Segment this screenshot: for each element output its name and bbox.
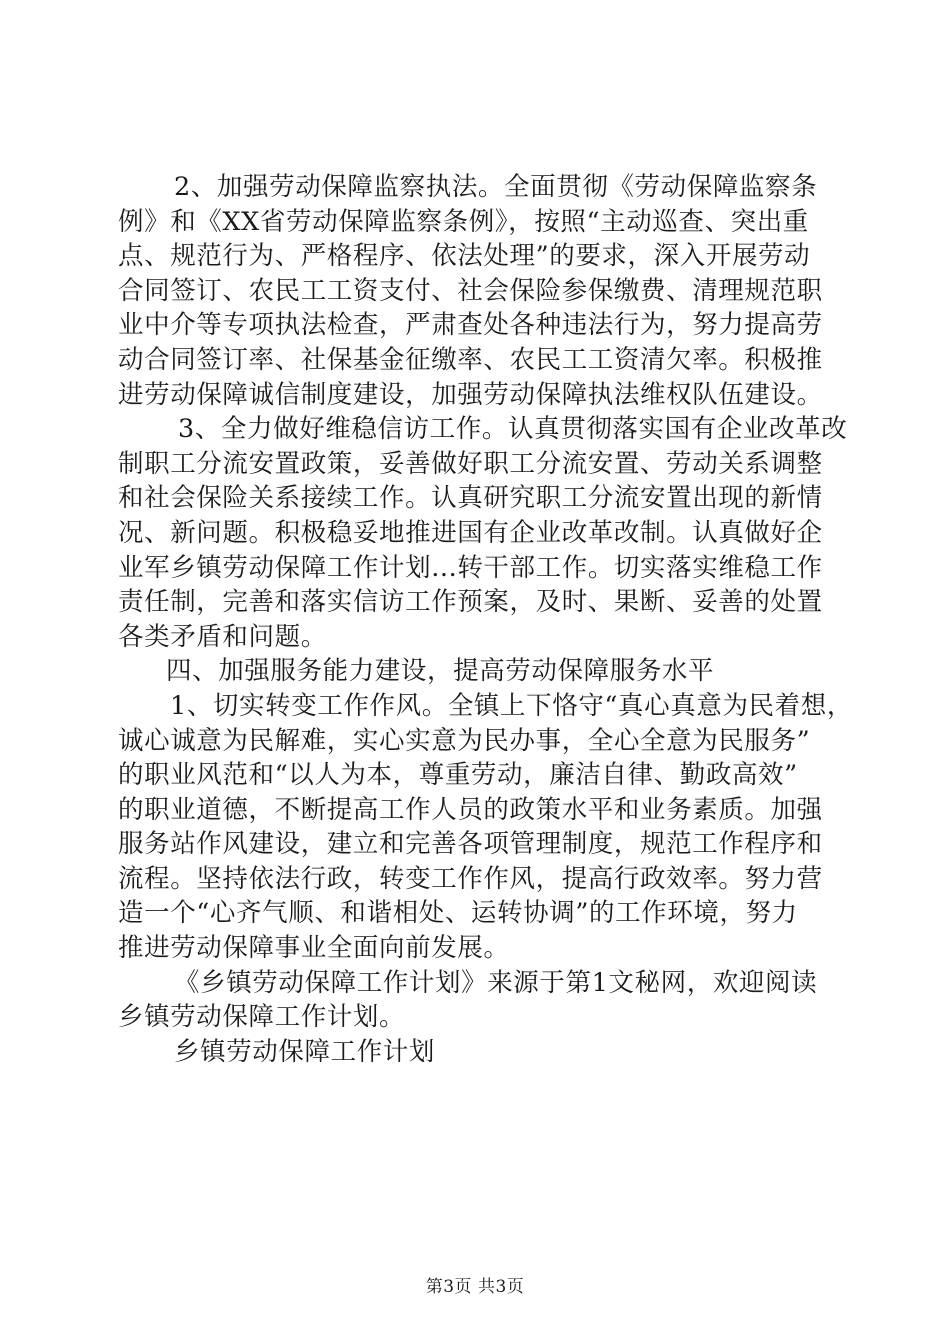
text-line: 动合同签订率、社保基金征缴率、农民工工资清欠率。积极推 xyxy=(118,344,823,375)
document-body xyxy=(118,170,853,1069)
section-heading: 四、加强服务能力建设，提高劳动保障服务水平 xyxy=(166,656,715,687)
text-line: 3、全力做好维稳信访工作。认真贯彻落实国有企业改革改 xyxy=(178,414,848,445)
text-line: 乡镇劳动保障工作计划 xyxy=(174,1036,436,1067)
text-line: 乡镇劳动保障工作计划。 xyxy=(118,1002,406,1033)
text-line: 服务站作风建设，建立和完善各项管理制度，规范工作程序和 xyxy=(118,829,823,860)
text-line: 造一个“心齐气顺、和谐相处、运转协调”的工作环境，努力 xyxy=(118,898,798,929)
text-line: 业中介等专项执法检查，严肃查处各种违法行为，努力提高劳 xyxy=(118,310,823,341)
page-number-footer: 第3页 共3页 xyxy=(425,1277,525,1297)
text-line: 各类矛盾和问题。 xyxy=(118,621,327,652)
text-line: 的职业风范和“以人为本，尊重劳动，廉洁自律、勤政高效” xyxy=(118,760,798,791)
text-line: 业军乡镇劳动保障工作计划...转干部工作。切实落实维稳工作 xyxy=(118,552,823,583)
text-line: 责任制，完善和落实信访工作预案，及时、果断、妥善的处置 xyxy=(118,587,823,618)
text-line: 推进劳动保障事业全面向前发展。 xyxy=(118,933,510,964)
text-line: 例》和《XX省劳动保障监察条例》，按照“主动巡查、突出重 xyxy=(118,206,809,237)
text-line: 《乡镇劳动保障工作计划》来源于第1文秘网，欢迎阅读 xyxy=(174,967,818,998)
text-line: 点、规范行为、严格程序、依法处理”的要求，深入开展劳动 xyxy=(118,241,811,272)
text-line: 况、新问题。积极稳妥地推进国有企业改革改制。认真做好企 xyxy=(118,517,823,548)
text-line: 的职业道德，不断提高工作人员的政策水平和业务素质。加强 xyxy=(118,794,823,825)
text-line: 1、切实转变工作作风。全镇上下恪守“真心真意为民着想， xyxy=(170,690,853,721)
text-line: 诚心诚意为民解难，实心实意为民办事，全心全意为民服务” xyxy=(118,725,811,756)
text-line: 进劳动保障诚信制度建设，加强劳动保障执法维权队伍建设。 xyxy=(118,379,823,410)
text-line: 和社会保险关系接续工作。认真研究职工分流安置出现的新情 xyxy=(118,483,823,514)
text-line: 2、加强劳动保障监察执法。全面贯彻《劳动保障监察条 xyxy=(174,172,818,202)
text-line: 合同签订、农民工工资支付、社会保险参保缴费、清理规范职 xyxy=(118,275,823,306)
text-line: 流程。坚持依法行政，转变工作作风，提高行政效率。努力营 xyxy=(118,863,823,894)
text-line: 制职工分流安置政策，妥善做好职工分流安置、劳动关系调整 xyxy=(118,448,823,479)
